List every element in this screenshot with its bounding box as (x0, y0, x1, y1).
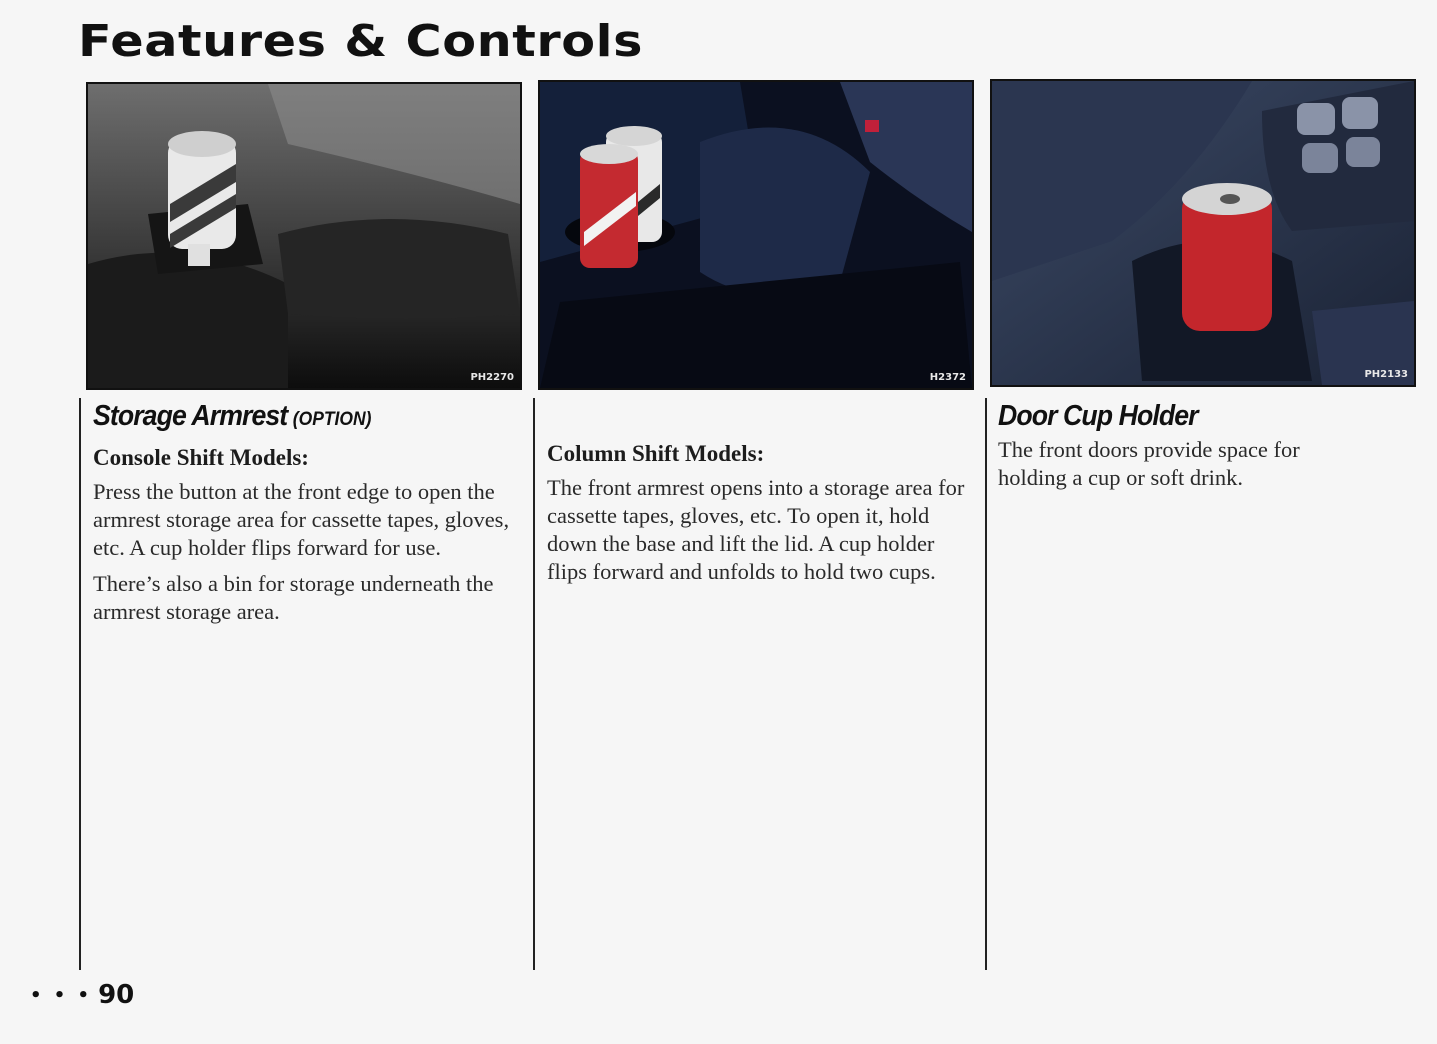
body-paragraph: The front doors provide space for holding a cup or soft drink. (998, 437, 1300, 490)
door-cup-holder-heading: Door Cup Holder (998, 400, 1198, 432)
column-divider (533, 398, 535, 970)
page-number-value: 90 (98, 980, 135, 1010)
storage-armrest-console-section (93, 398, 525, 634)
column-divider (985, 398, 987, 970)
page-title: Features & Controls (78, 16, 644, 67)
photo-column-armrest (538, 80, 974, 390)
body-paragraph: Press the button at the front edge to open the armrest storage area for cassette tapes, gloves, etc. A cup holder flips forward for use. (93, 479, 510, 560)
console-shift-subheading: Console Shift Models: (93, 445, 309, 470)
column-divider (79, 398, 81, 970)
door-cup-holder-section (998, 398, 1358, 500)
body-paragraph: The front armrest opens into a storage area for cassette tapes, gloves, etc. To open it, hold down the base and lift the lid. A cup holder flips forward and unfolds to hold two cups. (547, 475, 965, 584)
column-armrest-illustration (540, 82, 972, 388)
body-paragraph: There’s also a bin for storage underneath the armrest storage area. (93, 571, 494, 624)
option-tag: (OPTION) (292, 409, 372, 430)
storage-armrest-heading (93, 398, 490, 438)
photo-code: H2372 (929, 372, 966, 383)
photo-console-armrest (86, 82, 522, 390)
door-cup-holder-illustration (992, 81, 1414, 385)
console-armrest-illustration (88, 84, 520, 388)
column-shift-subheading: Column Shift Models: (547, 441, 765, 466)
heading-text: Storage Armrest (93, 400, 288, 432)
storage-armrest-column-section (547, 434, 967, 594)
photo-door-cup-holder (990, 79, 1416, 387)
photo-code: PH2270 (470, 372, 514, 383)
photo-code: PH2133 (1364, 369, 1408, 380)
page-marker-dots: • • • (30, 985, 93, 1006)
page-number (30, 980, 134, 1010)
